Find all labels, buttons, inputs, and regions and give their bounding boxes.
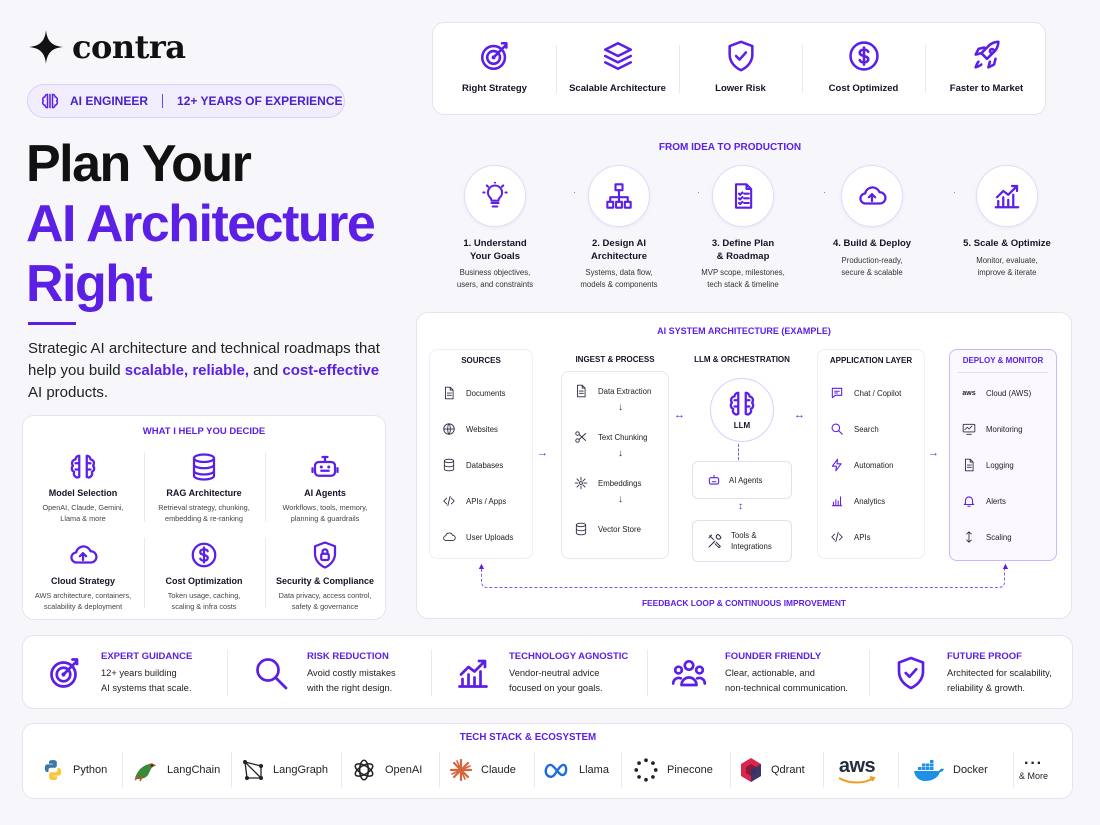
application-label: Search [854, 424, 879, 434]
decide-item-desc: OpenAI, Claude, Gemini, [42, 503, 124, 512]
bell-icon [962, 494, 976, 508]
benefit-desc: focused on your goals. [509, 682, 603, 693]
badge-divider [162, 94, 163, 108]
arrow-right-icon: → [928, 447, 939, 459]
decide-item-desc: Token usage, caching, [167, 591, 241, 600]
value-right-strategy [433, 23, 556, 116]
ai-agents-box [692, 461, 792, 499]
hero-underline [28, 322, 76, 325]
tools-box [692, 520, 792, 562]
benefit-title: FUTURE PROOF [947, 650, 1022, 662]
tools-label: Integrations [731, 542, 772, 551]
llm-core [710, 378, 774, 442]
divider [823, 752, 824, 788]
application-item [830, 494, 885, 508]
shield-lock-icon [310, 540, 340, 570]
deploy-label: Cloud (AWS) [986, 388, 1032, 398]
source-label: User Uploads [466, 532, 514, 542]
meta-infinity-icon [543, 760, 571, 780]
source-label: Websites [466, 424, 498, 434]
divider [958, 372, 1048, 373]
value-strip [432, 22, 1046, 115]
decide-heading: WHAT I HELP YOU DECIDE [142, 426, 266, 437]
graph-nodes-icon [241, 758, 265, 782]
flow-step-desc: Business objectives, [459, 268, 531, 277]
lightning-icon [830, 458, 844, 472]
flow-step-desc: secure & scalable [841, 268, 903, 277]
application-column [817, 349, 925, 559]
aws-icon: aws [962, 389, 976, 397]
more-dots-icon: ··· [1024, 755, 1043, 772]
tech-label: Python [73, 764, 108, 776]
decide-item-security-compliance [265, 540, 385, 612]
flow-arrow [780, 191, 832, 193]
qdrant-logo-icon [739, 757, 763, 783]
source-label: Databases [466, 460, 504, 470]
tech-langgraph [241, 750, 328, 790]
flow-arrow [530, 191, 582, 193]
deploy-item [962, 530, 1012, 544]
decide-item-desc: Retrieval strategy, chunking, [158, 503, 250, 512]
deploy-label: Alerts [986, 496, 1006, 506]
flow-step-4 [808, 165, 936, 279]
tech-claude [449, 750, 516, 790]
divider [621, 752, 622, 788]
value-faster-to-market [925, 23, 1048, 116]
tech-qdrant [739, 750, 805, 790]
flow-step-title: 4. Build & Deploy [832, 238, 912, 249]
divider [122, 752, 123, 788]
contra-logo [28, 28, 185, 66]
tech-stack-heading: TECH STACK & ECOSYSTEM [459, 732, 597, 743]
target-icon [47, 655, 83, 691]
flow-arrow [910, 191, 962, 193]
intro-highlight-cost: cost-effective [282, 362, 380, 379]
lightbulb-icon [481, 182, 509, 210]
tech-stack-card [22, 723, 1073, 799]
hero-line-1: Plan Your [26, 135, 251, 193]
tools-icon [707, 533, 723, 549]
connector [738, 444, 739, 460]
application-label: APIs [854, 532, 871, 542]
decide-item-cloud-strategy [23, 540, 143, 612]
decide-item-title: Cost Optimization [165, 576, 243, 586]
llm-header: LLM & ORCHESTRATION [694, 355, 790, 364]
ingest-label: Vector Store [598, 524, 641, 534]
benefit-desc: 12+ years building [101, 667, 177, 678]
intro-highlight-reliable: reliable, [192, 362, 250, 379]
source-item [442, 386, 505, 400]
claude-logo-icon [449, 758, 473, 782]
flow-step-desc: users, and constraints [456, 280, 534, 289]
tools-label: Tools & [731, 531, 757, 540]
decide-item-model-selection [23, 452, 143, 524]
application-label: Chat / Copilot [854, 388, 902, 398]
feedback-loop-label: FEEDBACK LOOP & CONTINUOUS IMPROVEMENT [641, 598, 847, 608]
llm-label: LLM [733, 421, 751, 430]
tech-label: OpenAI [385, 764, 423, 776]
arrow-down-icon: ↓ [618, 494, 623, 505]
decide-item-desc: Llama & more [60, 514, 106, 523]
value-label: Faster to Market [949, 83, 1024, 94]
divider [231, 752, 232, 788]
arrow-bidirectional-icon: ↔ [794, 409, 805, 421]
decide-item-title: AI Agents [304, 488, 346, 498]
flow-step-desc: Monitor, evaluate, [976, 256, 1038, 265]
shield-check-icon [893, 655, 929, 691]
application-item [830, 386, 901, 400]
divider [439, 752, 440, 788]
value-scalable-architecture [556, 23, 679, 116]
value-label: Lower Risk [715, 83, 766, 94]
benefit-desc: Architected for scalability, [947, 667, 1052, 678]
bar-chart-icon [830, 494, 844, 508]
divider [869, 650, 870, 696]
value-label: Scalable Architecture [569, 83, 666, 94]
flow-step-desc: Production-ready, [841, 256, 903, 265]
decide-item-ai-agents [265, 452, 385, 524]
application-item [830, 530, 870, 544]
intro-highlight-scalable: scalable, [124, 362, 189, 379]
benefit-desc: non-technical communication. [725, 682, 848, 693]
rocket-icon [970, 39, 1004, 73]
flow-step-title: & Roadmap [716, 251, 770, 262]
shield-check-icon [724, 39, 758, 73]
benefit-title: FOUNDER FRIENDLY [725, 650, 822, 662]
tech-aws [837, 750, 877, 790]
source-label: Documents [466, 388, 506, 398]
tech-langchain [131, 750, 220, 790]
intro-text [28, 338, 388, 404]
database-icon [442, 458, 456, 472]
embedding-network-icon [574, 476, 588, 490]
ingest-label: Text Chunking [598, 432, 648, 442]
ingest-item [574, 430, 647, 444]
python-logo-icon [41, 758, 65, 782]
application-item [830, 458, 893, 472]
flow-step-5 [943, 165, 1071, 279]
deploy-item [962, 458, 1014, 472]
growth-chart-icon [455, 655, 491, 691]
benefits-strip [22, 635, 1073, 709]
divider [431, 650, 432, 696]
tech-python [41, 750, 107, 790]
experience-badge [27, 84, 345, 118]
feedback-loop-line [481, 566, 1005, 588]
brain-icon [68, 452, 98, 482]
flow-step-desc: Systems, data flow, [585, 268, 653, 277]
flow-step-title: Architecture [591, 251, 647, 262]
badge-role: AI ENGINEER [70, 94, 149, 108]
tech-more [1019, 750, 1048, 790]
benefit-title: EXPERT GUIDANCE [101, 650, 193, 662]
benefit-desc: Avoid costly mistakes [307, 667, 396, 678]
deploy-label: Scaling [986, 532, 1012, 542]
source-item [442, 422, 498, 436]
search-icon [830, 422, 844, 436]
flow-step-2 [555, 165, 683, 291]
application-header: APPLICATION LAYER [829, 356, 913, 365]
document-icon [442, 386, 456, 400]
arrow-down-icon: ↓ [618, 402, 623, 413]
decide-card [22, 415, 386, 620]
decide-item-title: Model Selection [48, 488, 118, 498]
hierarchy-icon [605, 182, 633, 210]
value-cost-optimized [802, 23, 925, 116]
ingest-label: Data Extraction [598, 386, 652, 396]
chat-icon [830, 386, 844, 400]
divider [647, 650, 648, 696]
divider [227, 650, 228, 696]
benefit-risk-reduction [253, 636, 396, 710]
deploy-item [962, 422, 1022, 436]
ai-agents-label: AI Agents [729, 475, 763, 485]
application-label: Analytics [854, 496, 886, 506]
ingest-column [561, 371, 669, 559]
brain-icon [40, 91, 60, 111]
intro-mid: and [249, 362, 283, 379]
badge-experience: 12+ YEARS OF EXPERIENCE [177, 94, 343, 108]
value-label: Cost Optimized [828, 83, 899, 94]
tech-docker [913, 750, 988, 790]
tech-label: Docker [953, 764, 988, 776]
benefit-desc: Vendor-neutral advice [509, 667, 600, 678]
benefit-desc: Clear, actionable, and [725, 667, 815, 678]
robot-icon [310, 452, 340, 482]
database-icon [574, 522, 588, 536]
tech-label: Pinecone [667, 764, 713, 776]
deploy-item [962, 386, 1031, 400]
hero-line-2: AI Architecture [26, 195, 375, 253]
document-icon [574, 384, 588, 398]
architecture-card [416, 312, 1072, 619]
arrow-updown-icon: ↕ [738, 501, 743, 512]
flow-step-title: 2. Design AI [591, 238, 647, 249]
ingest-item [574, 522, 641, 536]
monitor-icon [962, 422, 976, 436]
deploy-label: Logging [986, 460, 1014, 470]
intro-prefix: Strategic AI architecture and technical roadmaps that help you build [28, 340, 380, 379]
flow-step-title: 1. Understand [463, 238, 527, 249]
benefit-future-proof [893, 636, 1052, 710]
deploy-header: DEPLOY & MONITOR [962, 356, 1044, 365]
cloud-upload-icon [857, 181, 887, 211]
source-item [442, 530, 513, 544]
checklist-icon [729, 182, 757, 210]
team-icon [671, 655, 707, 691]
flow-heading: FROM IDEA TO PRODUCTION [658, 142, 802, 153]
decide-item-desc: safety & governance [291, 602, 359, 611]
decide-item-desc: Data privacy, access control, [278, 591, 372, 600]
flow-step-title: Your Goals [470, 251, 520, 262]
arrow-up-icon: ▲ [1001, 561, 1010, 571]
value-lower-risk [679, 23, 802, 116]
aws-smile-icon [837, 776, 877, 784]
benefit-founder-friendly [671, 636, 848, 710]
database-icon [189, 452, 219, 482]
brain-icon [727, 389, 757, 419]
benefit-desc: with the right design. [307, 682, 393, 693]
sources-column [429, 349, 533, 559]
benefit-title: TECHNOLOGY AGNOSTIC [509, 650, 629, 662]
value-label: Right Strategy [462, 83, 527, 94]
dollar-icon [847, 39, 881, 73]
decide-item-rag-architecture [144, 452, 264, 524]
tech-label: Llama [579, 764, 609, 776]
decide-item-title: Cloud Strategy [50, 576, 115, 586]
benefit-desc: AI systems that scale. [101, 682, 192, 693]
flow-step-title: 5. Scale & Optimize [963, 238, 1051, 249]
growth-chart-icon [992, 181, 1022, 211]
aws-wordmark: aws [838, 755, 876, 777]
benefit-technology-agnostic [455, 636, 628, 710]
architecture-heading: AI SYSTEM ARCHITECTURE (EXAMPLE) [657, 326, 831, 336]
decide-item-cost-optimization [144, 540, 264, 612]
sparkle-logo-icon [28, 29, 64, 65]
ingest-item [574, 476, 641, 490]
scissors-icon [574, 430, 588, 444]
decide-item-title: Security & Compliance [275, 576, 375, 586]
deploy-label: Monitoring [986, 424, 1023, 434]
tech-pinecone [633, 750, 713, 790]
arrow-down-icon: ↓ [618, 448, 623, 459]
flow-arrow [654, 191, 706, 193]
application-item [830, 422, 879, 436]
source-item [442, 458, 503, 472]
docker-logo-icon [913, 758, 945, 782]
flow-step-title: 3. Define Plan [711, 238, 775, 249]
divider [898, 752, 899, 788]
arrow-right-icon: → [537, 447, 548, 459]
decide-item-desc: planning & guardrails [290, 514, 360, 523]
layers-icon [601, 39, 635, 73]
tech-label: LangGraph [273, 764, 329, 776]
flow-step-3 [679, 165, 807, 291]
benefit-title: RISK REDUCTION [307, 650, 389, 662]
decide-item-desc: AWS architecture, containers, [34, 591, 132, 600]
scale-arrows-icon [962, 530, 976, 544]
robot-icon [707, 473, 721, 487]
decide-item-desc: Workflows, tools, memory, [282, 503, 368, 512]
target-icon [478, 39, 512, 73]
globe-icon [442, 422, 456, 436]
pinecone-logo-icon [633, 757, 659, 783]
flow-step-desc: models & components [580, 280, 658, 289]
divider [341, 752, 342, 788]
intro-suffix: AI products. [28, 384, 109, 401]
hero-line-3: Right [26, 255, 152, 313]
tech-llama [543, 750, 609, 790]
flow-step-1 [431, 165, 559, 291]
sources-header: SOURCES [461, 356, 501, 365]
cloud-icon [442, 530, 456, 544]
decide-item-desc: scalability & deployment [43, 602, 123, 611]
tech-openai [351, 750, 422, 790]
divider [1013, 752, 1014, 788]
brand-name: contra [72, 28, 186, 66]
deploy-column [949, 349, 1057, 561]
benefit-desc: reliability & growth. [947, 682, 1026, 693]
flow-step-desc: MVP scope, milestones, [701, 268, 785, 277]
tech-label: LangChain [167, 764, 221, 776]
openai-logo-icon [351, 757, 377, 783]
divider [534, 752, 535, 788]
tech-label: Claude [481, 764, 516, 776]
benefit-expert-guidance [47, 636, 192, 710]
source-item [442, 494, 506, 508]
tech-label: Qdrant [771, 764, 805, 776]
log-file-icon [962, 458, 976, 472]
ingest-item [574, 384, 651, 398]
parrot-logo-icon [131, 758, 159, 782]
divider [730, 752, 731, 788]
dollar-icon [189, 540, 219, 570]
decide-item-title: RAG Architecture [166, 488, 242, 498]
more-label: & More [1019, 771, 1049, 781]
deploy-item [962, 494, 1006, 508]
decide-item-desc: scaling & infra costs [171, 602, 237, 611]
flow-step-desc: improve & iterate [977, 268, 1037, 277]
decide-item-desc: embedding & re-ranking [165, 514, 243, 523]
magnifier-icon [253, 655, 289, 691]
application-label: Automation [854, 460, 894, 470]
code-icon [830, 530, 844, 544]
source-label: APIs / Apps [466, 496, 507, 506]
arrow-bidirectional-icon: ↔ [674, 409, 685, 421]
flow-step-desc: tech stack & timeline [707, 280, 779, 289]
ingest-header: INGEST & PROCESS [575, 355, 655, 364]
arrow-up-icon: ▲ [477, 561, 486, 571]
code-icon [442, 494, 456, 508]
cloud-upload-icon [68, 540, 98, 570]
ingest-label: Embeddings [598, 478, 642, 488]
